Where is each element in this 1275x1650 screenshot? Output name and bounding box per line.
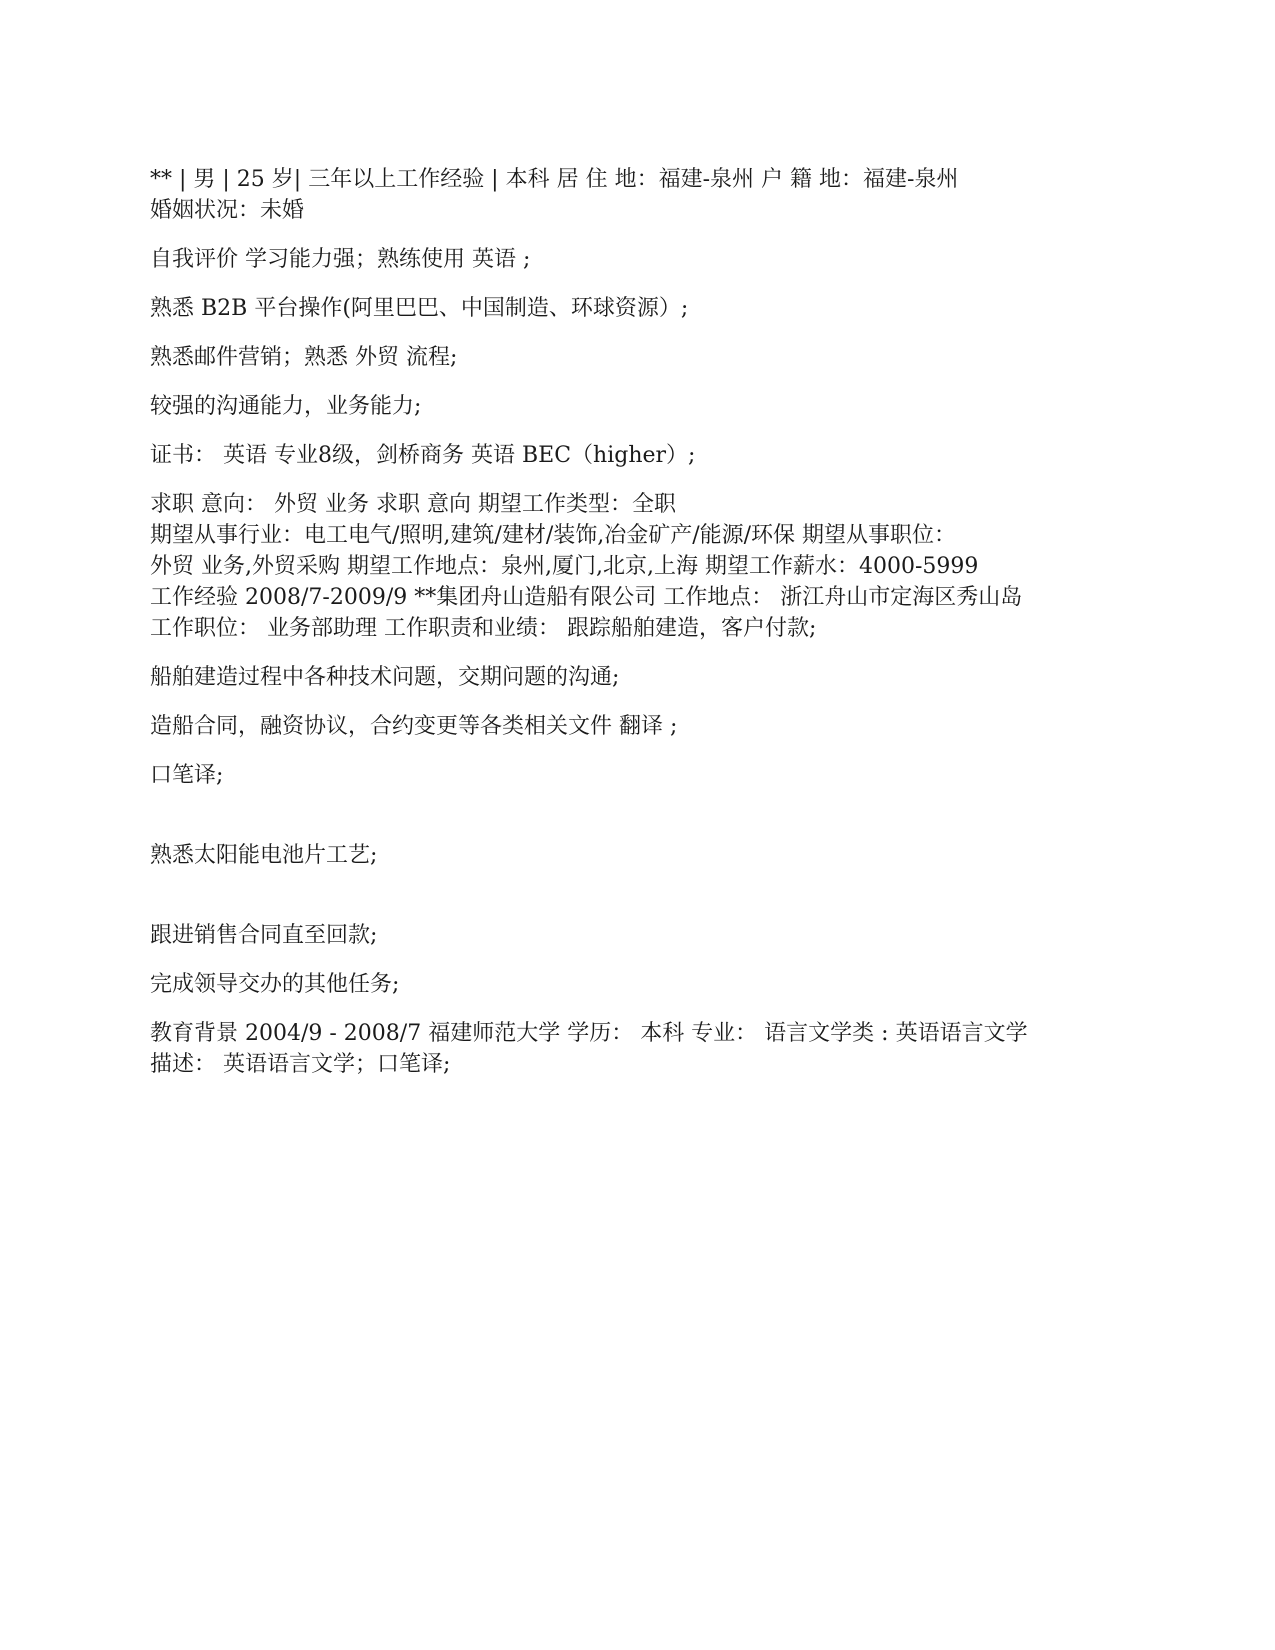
job-title-line: 工作职位： 业务部助理 工作职责和业绩： 跟踪船舶建造，客户付款; [150,616,817,641]
marital-status-line: 婚姻状况：未婚 [150,198,305,223]
desired-industry-line: 期望从事行业：电工电气/照明,建筑/建材/装饰,冶金矿产/能源/环保 期望从事职位： [150,523,957,548]
job-intention-line: 求职 意向： 外贸 业务 求职 意向 期望工作类型：全职 [150,492,676,517]
education-description-line: 描述： 英语语言文学；口笔译; [150,1052,451,1077]
certificate-paragraph: 证书： 英语 专业8级，剑桥商务 英语 BEC（higher）; [150,443,696,468]
desired-position-line: 外贸 业务,外贸采购 期望工作地点：泉州,厦门,北京,上海 期望工作薪水：4000-5999 [150,554,979,579]
education-block [150,1018,1150,1080]
job-intention-block [150,489,1150,644]
resume-document [150,164,1150,1098]
duty-paragraph: 熟悉太阳能电池片工艺; [150,843,378,868]
communication-paragraph: 较强的沟通能力，业务能力; [150,394,422,419]
b2b-skill-paragraph: 熟悉 B2B 平台操作(阿里巴巴、中国制造、环球资源）; [150,296,689,321]
duty-paragraph: 口笔译; [150,763,224,788]
self-evaluation-paragraph: 自我评价 学习能力强；熟练使用 英语 ; [150,247,531,272]
header-block [150,164,1150,226]
duty-paragraph: 造船合同，融资协议，合约变更等各类相关文件 翻译 ; [150,714,678,739]
work-experience-line: 工作经验 2008/7-2009/9 **集团舟山造船有限公司 工作地点： 浙江舟山市定海区秀山岛 [150,585,1023,610]
education-line: 教育背景 2004/9 - 2008/7 福建师范大学 学历： 本科 专业： 语言文学类 : 英语语言文学 [150,1021,1028,1046]
duty-paragraph: 跟进销售合同直至回款; [150,923,378,948]
duty-paragraph: 完成领导交办的其他任务; [150,972,400,997]
email-marketing-paragraph: 熟悉邮件营销；熟悉 外贸 流程; [150,345,458,370]
duty-paragraph: 船舶建造过程中各种技术问题，交期问题的沟通; [150,665,620,690]
personal-info-line: ** | 男 | 25 岁| 三年以上工作经验 | 本科 居 住 地：福建-泉州 户 籍 地：福建-泉州 [150,167,959,192]
